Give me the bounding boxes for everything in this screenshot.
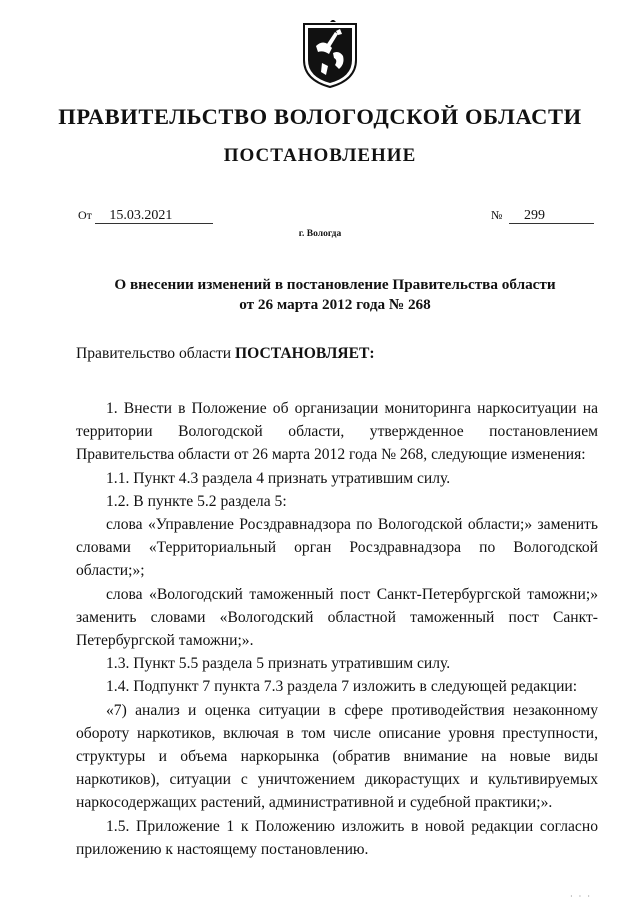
document-number: 299: [509, 208, 594, 224]
paragraph-1-5: 1.5. Приложение 1 к Положению изложить в новой редакции согласно приложению к настоящему постановлению.: [76, 817, 598, 858]
paragraph-1: 1. Внести в Положение об организации мониторинга наркоситуации на территории Вологодской области, утвержденное постановлением Правительства области от 26 марта 2012 года № 268, следующие изменения:: [76, 400, 598, 464]
number-prefix: №: [491, 208, 503, 222]
document-subject: [0, 275, 640, 315]
document-body: [76, 397, 598, 861]
subject-line-1: О внесении изменений в постановление Правительства области: [114, 276, 556, 293]
paragraph-1-4: 1.4. Подпункт 7 пункта 7.3 раздела 7 изложить в следующей редакции:: [106, 678, 578, 696]
government-title: ПРАВИТЕЛЬСТВО ВОЛОГОДСКОЙ ОБЛАСТИ: [58, 104, 582, 129]
paragraph-1-2-b: слова «Вологодский таможенный пост Санкт-Петербургской таможни;» заменить словами «Вологодский областной таможенный пост Санкт-Петербургской таможни;».: [76, 585, 598, 650]
document-type: ПОСТАНОВЛЕНИЕ: [223, 145, 417, 166]
preamble-text: Правительство области: [76, 345, 236, 362]
city: г. Вологда: [298, 229, 342, 239]
preamble: [76, 345, 375, 363]
paragraph-1-2: 1.2. В пункте 5.2 раздела 5:: [106, 492, 287, 510]
number-line: [491, 208, 594, 224]
subject-line-2: от 26 марта 2012 года № 268: [239, 296, 431, 313]
page-marks: · · ·: [570, 892, 592, 901]
document-date: 15.03.2021: [95, 208, 213, 224]
paragraph-1-2-a: слова «Управление Росздравнадзора по Вологодской области;» заменить словами «Территориальный орган Росздравнадзора по Вологодской области;»;: [76, 516, 598, 580]
coat-of-arms-icon: [299, 20, 361, 90]
preamble-resolves: ПОСТАНОВЛЯЕТ:: [235, 345, 375, 362]
paragraph-1-3: 1.3. Пункт 5.5 раздела 5 признать утратившим силу.: [106, 655, 451, 673]
date-line: [78, 208, 213, 224]
date-prefix: От: [78, 208, 92, 222]
paragraph-1-4-quote: «7) анализ и оценка ситуации в сфере противодействия незаконному обороту наркотиков, включая в том числе описание уровня преступности, структуры и объема наркорынка (обратив внимание на новые виды наркотиков), ситуации с уничтожением дикорастущих и культивируемых наркосодержащих растений, административной и судебной практики;».: [76, 701, 598, 812]
paragraph-1-1: 1.1. Пункт 4.3 раздела 4 признать утратившим силу.: [106, 469, 451, 487]
